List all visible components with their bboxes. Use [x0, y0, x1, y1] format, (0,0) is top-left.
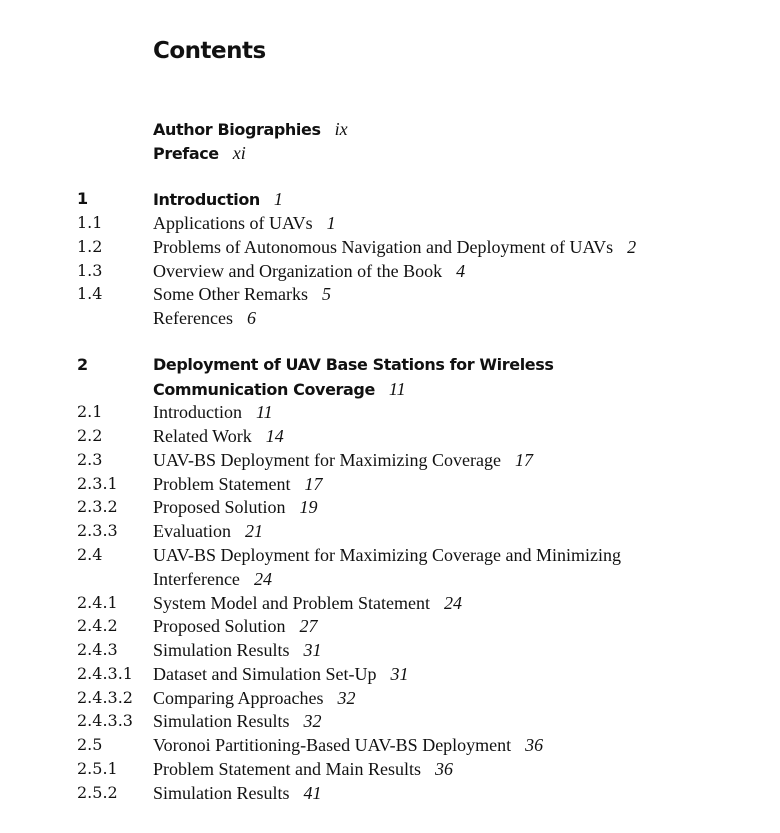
- section-title: Dataset and Simulation Set-Up 31: [153, 664, 409, 684]
- section-number: 2.4.3.1: [77, 664, 133, 683]
- toc-entry-title: Author Biographies ix: [153, 119, 348, 139]
- toc-page-number: 32: [303, 711, 322, 731]
- toc-entry-continued: [0, 568, 780, 592]
- toc-entry: [0, 544, 780, 568]
- toc-page-number: 31: [390, 664, 409, 684]
- section-title: UAV-BS Deployment for Maximizing Coverage 17: [153, 450, 533, 470]
- section-title: System Model and Problem Statement 24: [153, 593, 462, 613]
- toc-page-number: 1: [326, 213, 336, 233]
- toc-entry: [0, 782, 780, 806]
- toc-entry: [0, 473, 780, 497]
- toc-entry: [0, 212, 780, 236]
- toc-entry: [0, 592, 780, 616]
- section-number: 2.3: [77, 450, 103, 469]
- section-number: 1.3: [77, 261, 103, 280]
- toc-entry-author-biographies: [0, 118, 780, 142]
- section-title: Simulation Results 41: [153, 783, 322, 803]
- toc-entry: [0, 639, 780, 663]
- toc-page-number: 1: [273, 189, 283, 209]
- toc-entry-title: Preface xi: [153, 143, 246, 163]
- toc-page-number: 21: [244, 521, 263, 541]
- toc-entry: [0, 425, 780, 449]
- toc-page-number: 17: [304, 474, 323, 494]
- toc-page-number: 36: [434, 759, 453, 779]
- toc-page-number: 2: [627, 237, 637, 257]
- section-title: Evaluation 21: [153, 521, 263, 541]
- toc-entry: [0, 615, 780, 639]
- toc-entry: [0, 687, 780, 711]
- toc-page-number: 17: [514, 450, 533, 470]
- section-number: 2.4.3.3: [77, 711, 133, 730]
- section-number: 2.3.1: [77, 474, 118, 493]
- page-title: Contents: [153, 38, 266, 64]
- chapter-number: 1: [77, 189, 88, 208]
- toc-page-number: 19: [299, 497, 318, 517]
- toc-page-number: 6: [246, 308, 256, 328]
- toc-page-number: 24: [443, 593, 462, 613]
- section-title: Simulation Results 32: [153, 711, 322, 731]
- toc-page-number: 36: [525, 735, 544, 755]
- section-number: 2.3.3: [77, 521, 118, 540]
- section-number: 2.1: [77, 402, 103, 421]
- chapter-title: Introduction 1: [153, 189, 283, 209]
- section-title: Applications of UAVs 1: [153, 213, 336, 233]
- chapter-number: 2: [77, 355, 88, 374]
- toc-entry: [0, 520, 780, 544]
- section-title: Related Work 14: [153, 426, 284, 446]
- section-number: 2.2: [77, 426, 103, 445]
- toc-chapter-1: [0, 188, 780, 212]
- section-title: Simulation Results 31: [153, 640, 322, 660]
- toc-entry: [0, 260, 780, 284]
- section-title: Some Other Remarks 5: [153, 284, 331, 304]
- section-number: 2.4: [77, 545, 103, 564]
- toc-page-number: 11: [255, 402, 273, 422]
- section-title: Overview and Organization of the Book 4: [153, 261, 466, 281]
- section-title: Problems of Autonomous Navigation and Deployment of UAVs 2: [153, 237, 637, 257]
- section-number: 2.3.2: [77, 497, 118, 516]
- toc-page-number: 31: [303, 640, 322, 660]
- section-number: 1.1: [77, 213, 103, 232]
- section-number: 2.4.2: [77, 616, 118, 635]
- chapter-title-line1: Deployment of UAV Base Stations for Wireless: [153, 355, 554, 374]
- toc-entry: [0, 449, 780, 473]
- section-title: Proposed Solution 27: [153, 616, 318, 636]
- toc-page-number: ix: [334, 119, 348, 139]
- toc-page-number: 41: [303, 783, 322, 803]
- toc-page-number: xi: [232, 143, 246, 163]
- section-title: Problem Statement and Main Results 36: [153, 759, 453, 779]
- section-title-line1: UAV-BS Deployment for Maximizing Coverage and Minimizing: [153, 545, 621, 565]
- toc-page-number: 32: [337, 688, 356, 708]
- toc-page-number: 5: [321, 284, 331, 304]
- toc-chapter-2-continued: [0, 378, 780, 402]
- section-title: Comparing Approaches 32: [153, 688, 356, 708]
- section-title: Problem Statement 17: [153, 474, 323, 494]
- toc-entry: [0, 710, 780, 734]
- toc-page-number: 4: [456, 261, 466, 281]
- toc-entry: [0, 283, 780, 307]
- section-number: 2.4.3.2: [77, 688, 133, 707]
- toc-chapter-2: [0, 354, 780, 378]
- toc-entry: [0, 758, 780, 782]
- toc-page-number: 11: [388, 379, 406, 399]
- section-number: 2.4.3: [77, 640, 118, 659]
- toc-entry: [0, 496, 780, 520]
- toc-entry-references: [0, 307, 780, 331]
- toc-page-number: 14: [265, 426, 284, 446]
- toc-page-number: 27: [299, 616, 318, 636]
- section-title: Introduction 11: [153, 402, 273, 422]
- section-number: 2.5: [77, 735, 103, 754]
- toc-entry: [0, 734, 780, 758]
- section-title: Proposed Solution 19: [153, 497, 318, 517]
- section-number: 1.2: [77, 237, 103, 256]
- toc-entry-preface: [0, 142, 780, 166]
- section-title: References 6: [153, 308, 256, 328]
- toc-entry: [0, 236, 780, 260]
- toc-entry: [0, 401, 780, 425]
- toc-entry: [0, 663, 780, 687]
- section-number: 2.4.1: [77, 593, 118, 612]
- chapter-title-line2: Communication Coverage 11: [153, 379, 406, 399]
- section-title: Voronoi Partitioning-Based UAV-BS Deployment 36: [153, 735, 544, 755]
- section-number: 1.4: [77, 284, 103, 303]
- section-number: 2.5.1: [77, 759, 118, 778]
- section-title-line2: Interference 24: [153, 569, 272, 589]
- section-number: 2.5.2: [77, 783, 118, 802]
- toc-page-number: 24: [253, 569, 272, 589]
